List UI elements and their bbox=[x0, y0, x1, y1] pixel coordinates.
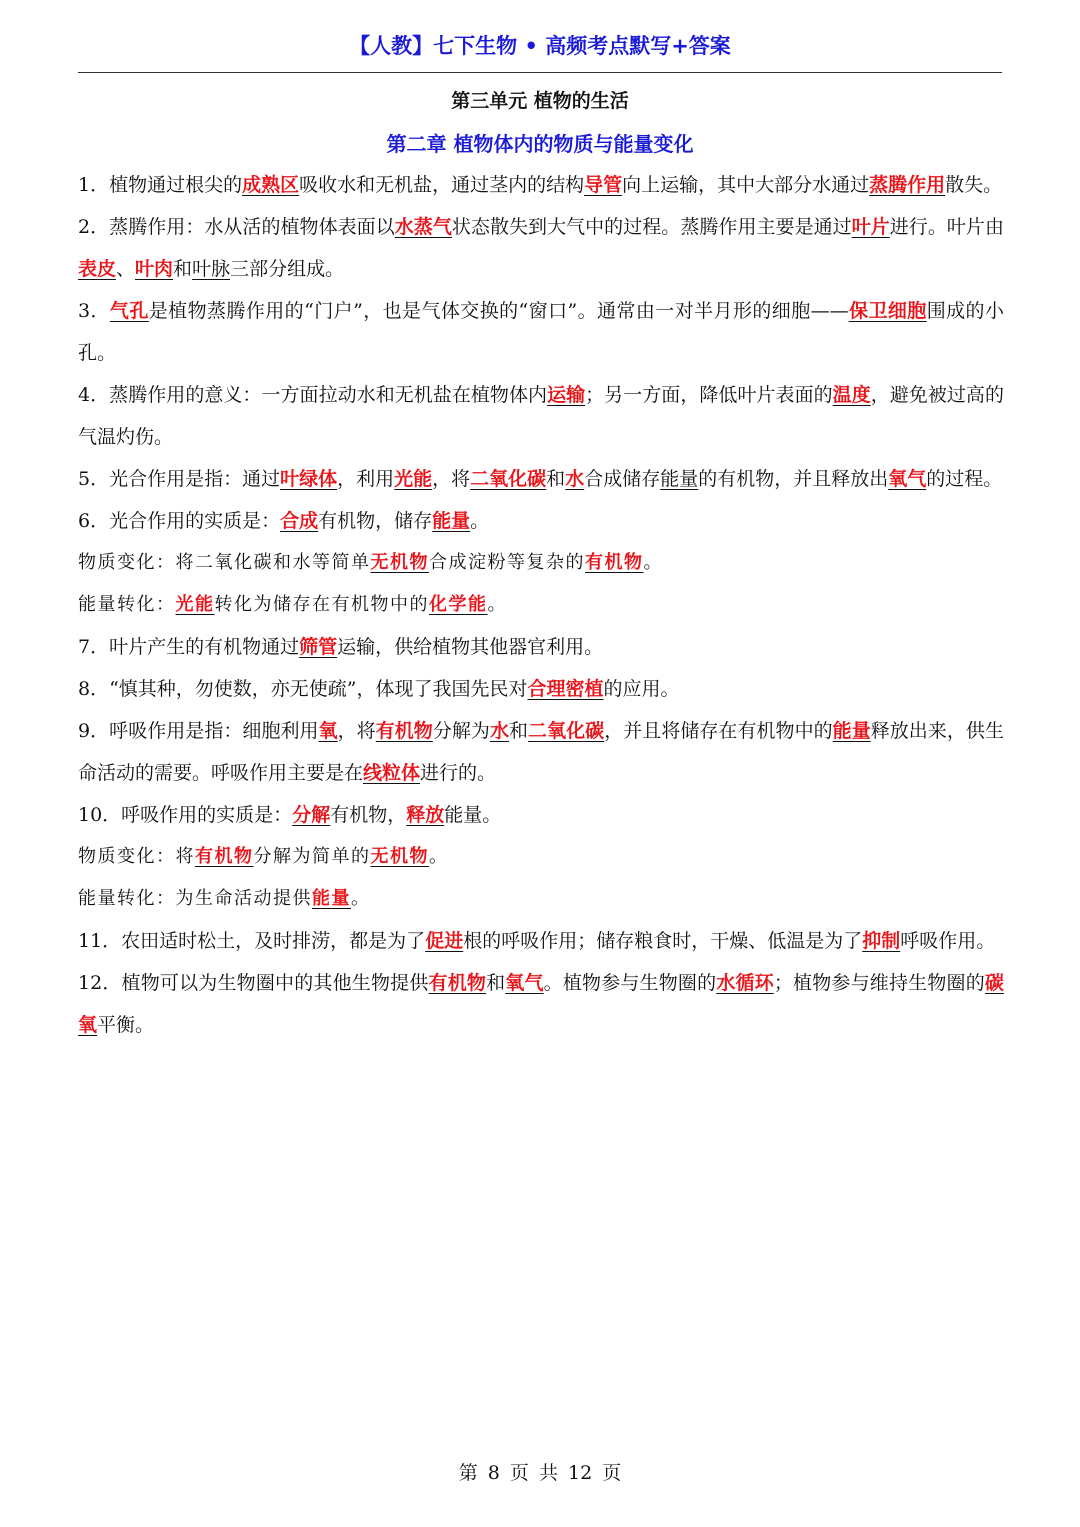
text-segment: ，将 bbox=[432, 468, 471, 490]
question-item bbox=[78, 458, 1004, 500]
question-item bbox=[78, 794, 1004, 836]
text-segment: ，避免被过高的气温灼伤。 bbox=[78, 384, 1004, 448]
text-segment: 。 bbox=[470, 510, 490, 532]
answer-blank: 能量 bbox=[832, 720, 871, 742]
sub-point-line bbox=[78, 836, 1004, 878]
text-segment: 运输，供给植物其他器官利用。 bbox=[337, 636, 604, 658]
answer-blank: 保卫细胞 bbox=[848, 300, 927, 322]
answer-blank: 温度 bbox=[832, 384, 871, 406]
text-segment: 释放出来，供生命活动的需要。呼吸作用主要是在 bbox=[78, 720, 1004, 784]
text-segment: 和 bbox=[486, 972, 506, 994]
answer-blank: 水循环 bbox=[716, 972, 774, 994]
text-segment: 有机物，储存 bbox=[318, 510, 433, 532]
text-segment: 能量转化： bbox=[78, 594, 176, 615]
answer-blank: 叶肉 bbox=[135, 258, 174, 280]
answer-blank: 抑制 bbox=[862, 930, 901, 952]
question-item bbox=[78, 668, 1004, 710]
text-segment: 1．植物通过根尖的 bbox=[78, 174, 243, 196]
text-segment: 吸收水和无机盐，通过茎内的结构 bbox=[299, 174, 585, 196]
underlined-term: 能量 bbox=[660, 468, 699, 490]
chapter-title: 第二章 植物体内的物质与能量变化 bbox=[386, 132, 694, 156]
question-item bbox=[78, 626, 1004, 668]
text-segment: 6．光合作用的实质是： bbox=[78, 510, 281, 532]
answer-blank: 叶绿体 bbox=[280, 468, 338, 490]
text-segment: 分解为 bbox=[432, 720, 490, 742]
answer-blank: 合成 bbox=[280, 510, 319, 532]
text-segment: 呼吸作用。 bbox=[900, 930, 996, 952]
answer-blank: 有机物 bbox=[375, 720, 433, 742]
text-segment: 。 bbox=[487, 594, 507, 615]
answer-blank: 水 bbox=[565, 468, 585, 490]
answer-blank: 碳氧 bbox=[78, 972, 1004, 1036]
text-segment: 的有机物，并且释放出 bbox=[698, 468, 889, 490]
answer-blank: 成熟区 bbox=[242, 174, 300, 196]
text-segment: 合成淀粉等复杂的 bbox=[429, 552, 585, 573]
unit-title: 第三单元 植物的生活 bbox=[451, 90, 629, 112]
text-segment: 。 bbox=[351, 888, 371, 909]
text-segment: 进行的。 bbox=[420, 762, 497, 784]
sub-point-line bbox=[78, 584, 1004, 626]
text-segment: 。植物参与生物圈的 bbox=[543, 972, 717, 994]
answer-blank: 筛管 bbox=[299, 636, 338, 658]
text-segment: 的过程。 bbox=[926, 468, 1003, 490]
text-segment: 有机物， bbox=[330, 804, 407, 826]
answer-blank: 光能 bbox=[175, 594, 215, 615]
answer-blank: 水 bbox=[489, 720, 509, 742]
question-item bbox=[78, 374, 1004, 458]
answer-blank: 氧气 bbox=[505, 972, 544, 994]
answer-blank: 有机物 bbox=[585, 552, 644, 573]
text-segment: 2．蒸腾作用：水从活的植物体表面以 bbox=[78, 216, 395, 238]
text-segment: 平衡。 bbox=[97, 1014, 155, 1036]
answer-blank: 叶片 bbox=[851, 216, 890, 238]
text-segment: ，将 bbox=[337, 720, 376, 742]
text-segment: ；植物参与维持生物圈的 bbox=[773, 972, 985, 994]
text-segment: 向上运输，其中大部分水通过 bbox=[622, 174, 870, 196]
page-number: 第 8 页 共 12 页 bbox=[458, 1462, 622, 1484]
text-segment: 8．“慎其种，勿使数，亦无使疏”，体现了我国先民对 bbox=[78, 678, 528, 700]
text-segment: 三部分组成。 bbox=[230, 258, 345, 280]
question-item bbox=[78, 920, 1004, 962]
answer-blank: 促进 bbox=[425, 930, 464, 952]
sub-point-line bbox=[78, 542, 1004, 584]
question-item bbox=[78, 710, 1004, 794]
text-segment: ，利用 bbox=[337, 468, 395, 490]
answer-blank: 有机物 bbox=[428, 972, 487, 994]
answer-blank: 分解 bbox=[292, 804, 331, 826]
answer-blank: 氧气 bbox=[888, 468, 927, 490]
question-item bbox=[78, 500, 1004, 542]
text-segment: 状态散失到大气中的过程。蒸腾作用主要是通过 bbox=[451, 216, 852, 238]
answer-blank: 蒸腾作用 bbox=[869, 174, 946, 196]
answer-blank: 化学能 bbox=[429, 594, 488, 615]
text-segment: 散失。 bbox=[945, 174, 1003, 196]
text-segment: 合成储存 bbox=[584, 468, 661, 490]
text-segment: 3． bbox=[78, 300, 110, 322]
text-segment: 12．植物可以为生物圈中的其他生物提供 bbox=[78, 972, 429, 994]
answer-blank: 运输 bbox=[547, 384, 586, 406]
answer-blank: 氧 bbox=[318, 720, 338, 742]
text-segment: 9．呼吸作用是指：细胞利用 bbox=[78, 720, 319, 742]
text-segment: ；另一方面，降低叶片表面的 bbox=[585, 384, 833, 406]
text-segment: 、 bbox=[116, 258, 136, 280]
text-segment: 围成的小孔。 bbox=[78, 300, 1004, 364]
text-segment: 。 bbox=[643, 552, 663, 573]
answer-blank: 二氧化碳 bbox=[470, 468, 547, 490]
text-segment: 7．叶片产生的有机物通过 bbox=[78, 636, 300, 658]
answer-blank: 表皮 bbox=[78, 258, 117, 280]
question-item bbox=[78, 206, 1004, 290]
answer-blank: 有机物 bbox=[195, 846, 254, 867]
underlined-term: 叶脉 bbox=[192, 258, 231, 280]
header-divider bbox=[78, 72, 1002, 73]
question-item bbox=[78, 164, 1004, 206]
sub-point-line bbox=[78, 878, 1004, 920]
text-segment: 5．光合作用是指：通过 bbox=[78, 468, 281, 490]
worksheet-body bbox=[78, 164, 1004, 1046]
text-segment: 转化为储存在有机物中的 bbox=[214, 594, 429, 615]
text-segment: 11．农田适时松土，及时排涝，都是为了 bbox=[78, 930, 426, 952]
text-segment: 是植物蒸腾作用的“门户”，也是气体交换的“窗口”。通常由一对半月形的细胞—— bbox=[148, 300, 849, 322]
answer-blank: 导管 bbox=[584, 174, 623, 196]
answer-blank: 无机物 bbox=[370, 552, 429, 573]
text-segment: 能量转化：为生命活动提供 bbox=[78, 888, 312, 909]
answer-blank: 水蒸气 bbox=[394, 216, 452, 238]
text-segment: 。 bbox=[429, 846, 449, 867]
text-segment: 和 bbox=[509, 720, 529, 742]
text-segment: 4．蒸腾作用的意义：一方面拉动水和无机盐在植物体内 bbox=[78, 384, 548, 406]
question-item bbox=[78, 962, 1004, 1046]
question-item bbox=[78, 290, 1004, 374]
text-segment: 进行。叶片由 bbox=[889, 216, 1004, 238]
text-segment: 和 bbox=[546, 468, 566, 490]
text-segment: 物质变化：将二氧化碳和水等简单 bbox=[78, 552, 371, 573]
answer-blank: 线粒体 bbox=[363, 762, 421, 784]
text-segment: 能量。 bbox=[444, 804, 502, 826]
answer-blank: 无机物 bbox=[370, 846, 429, 867]
answer-blank: 气孔 bbox=[109, 300, 149, 322]
text-segment: ，并且将储存在有机物中的 bbox=[604, 720, 833, 742]
answer-blank: 释放 bbox=[406, 804, 445, 826]
answer-blank: 光能 bbox=[394, 468, 433, 490]
document-header-title: 【人教】七下生物 • 高频考点默写+答案 bbox=[349, 34, 731, 58]
text-segment: 的应用。 bbox=[603, 678, 680, 700]
answer-blank: 能量 bbox=[312, 888, 351, 909]
answer-blank: 合理密植 bbox=[527, 678, 604, 700]
answer-blank: 能量 bbox=[432, 510, 471, 532]
text-segment: 物质变化：将 bbox=[78, 846, 195, 867]
answer-blank: 二氧化碳 bbox=[528, 720, 605, 742]
text-segment: 分解为简单的 bbox=[253, 846, 371, 867]
text-segment: 根的呼吸作用；储存粮食时，干燥、低温是为了 bbox=[463, 930, 863, 952]
text-segment: 10．呼吸作用的实质是： bbox=[78, 804, 293, 826]
text-segment: 和 bbox=[173, 258, 193, 280]
